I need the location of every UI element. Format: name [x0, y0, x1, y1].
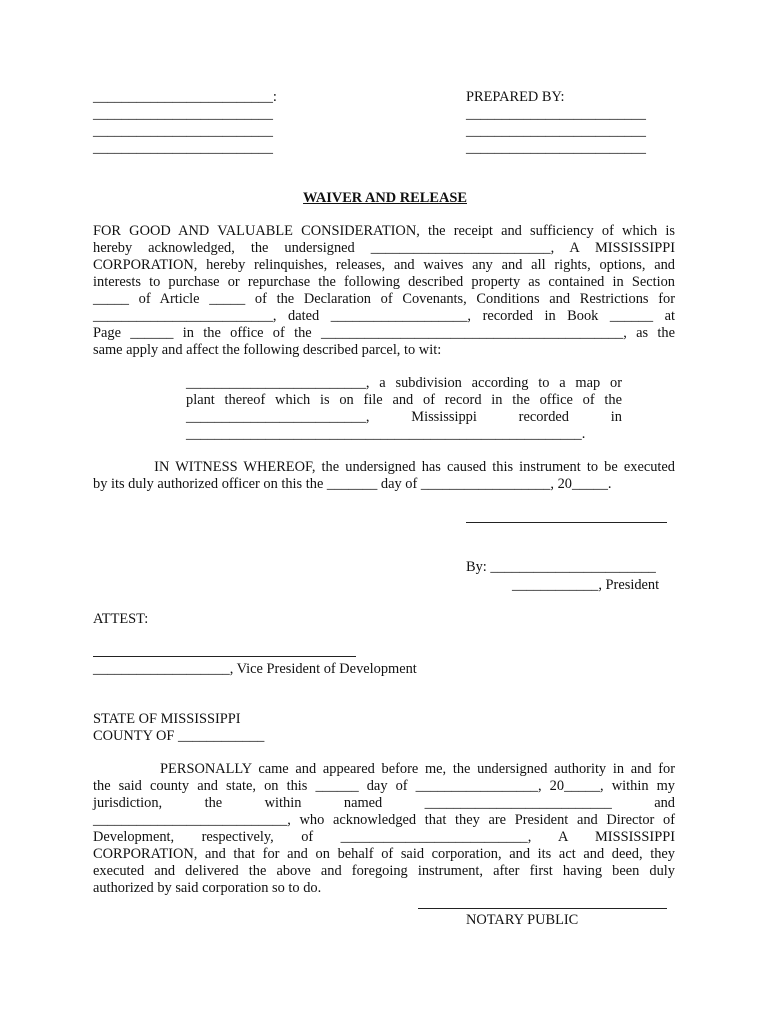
paragraph-line: Page ______ in the office of the __________________________________________, as the	[93, 325, 675, 341]
attest-signature-rule	[93, 656, 356, 657]
paragraph-line: _____ of Article _____ of the Declaration of Covenants, Conditions and Restrictions for	[93, 291, 675, 307]
parcel-line: _________________________, Mississippi recorded in	[186, 409, 622, 425]
header-left-line-3: _________________________	[93, 123, 273, 139]
notary-line: Development, respectively, of __________________________, A MISSISSIPPI	[93, 829, 675, 845]
attest-label: ATTEST:	[93, 611, 149, 627]
header-right-line-2: _________________________	[466, 123, 646, 139]
notary-line: jurisdiction, the within named __________________________ and	[93, 795, 675, 811]
consideration-paragraph	[93, 223, 675, 359]
header-left-line-2: _________________________	[93, 106, 273, 122]
prepared-by-label: PREPARED BY:	[466, 89, 565, 105]
state-line: STATE OF MISSISSIPPI	[93, 711, 241, 727]
parcel-line: _________________________, a subdivision according to a map or	[186, 375, 622, 391]
notary-line: PERSONALLY came and appeared before me, the undersigned authority in and for	[93, 761, 675, 777]
notary-line: ___________________________, who acknowledged that they are President and Director of	[93, 812, 675, 828]
notary-line: CORPORATION, and that for and on behalf of said corporation, and its act and deed, they	[93, 846, 675, 862]
president-line: ____________, President	[512, 577, 660, 593]
notary-public-label: NOTARY PUBLIC	[466, 912, 579, 928]
signature-rule	[466, 522, 667, 523]
document-title-text: WAIVER AND RELEASE	[303, 190, 467, 206]
paragraph-line: same apply and affect the following described parcel, to wit:	[93, 342, 442, 358]
paragraph-line: FOR GOOD AND VALUABLE CONSIDERATION, the receipt and sufficiency of which is	[93, 223, 675, 239]
notary-line: authorized by said corporation so to do.	[93, 880, 322, 896]
parcel-line: _______________________________________________________.	[186, 426, 586, 442]
witness-paragraph	[93, 459, 675, 493]
header-left-line-4: _________________________	[93, 140, 273, 156]
vice-president-line: ___________________, Vice President of Development	[93, 661, 417, 677]
notary-signature-rule	[418, 908, 667, 909]
county-line: COUNTY OF ____________	[93, 728, 265, 744]
paragraph-line: hereby acknowledged, the undersigned _________________________, A MISSISSIPPI	[93, 240, 675, 256]
header-right-line-1: _________________________	[466, 106, 646, 122]
notary-paragraph	[93, 761, 675, 897]
parcel-description	[186, 375, 622, 443]
witness-line: IN WITNESS WHEREOF, the undersigned has caused this instrument to be executed	[93, 459, 675, 475]
parcel-line: plant thereof which is on file and of record in the office of the	[186, 392, 622, 408]
by-signature-line: By: _______________________	[466, 559, 656, 575]
document-title	[0, 190, 770, 207]
header-right-line-3: _________________________	[466, 140, 646, 156]
paragraph-line: CORPORATION, hereby relinquishes, releases, and waives any and all rights, options, and	[93, 257, 675, 273]
witness-line: by its duly authorized officer on this the _______ day of __________________, 20_____.	[93, 476, 612, 492]
header-left-line-1: _________________________:	[93, 89, 277, 105]
paragraph-line: _________________________, dated ___________________, recorded in Book ______ at	[93, 308, 675, 324]
notary-line: the said county and state, on this ______ day of _________________, 20_____, within my	[93, 778, 675, 794]
paragraph-line: interests to purchase or repurchase the following described property as contained in Section	[93, 274, 675, 290]
notary-line: executed and delivered the above and foregoing instrument, after first having been duly	[93, 863, 675, 879]
